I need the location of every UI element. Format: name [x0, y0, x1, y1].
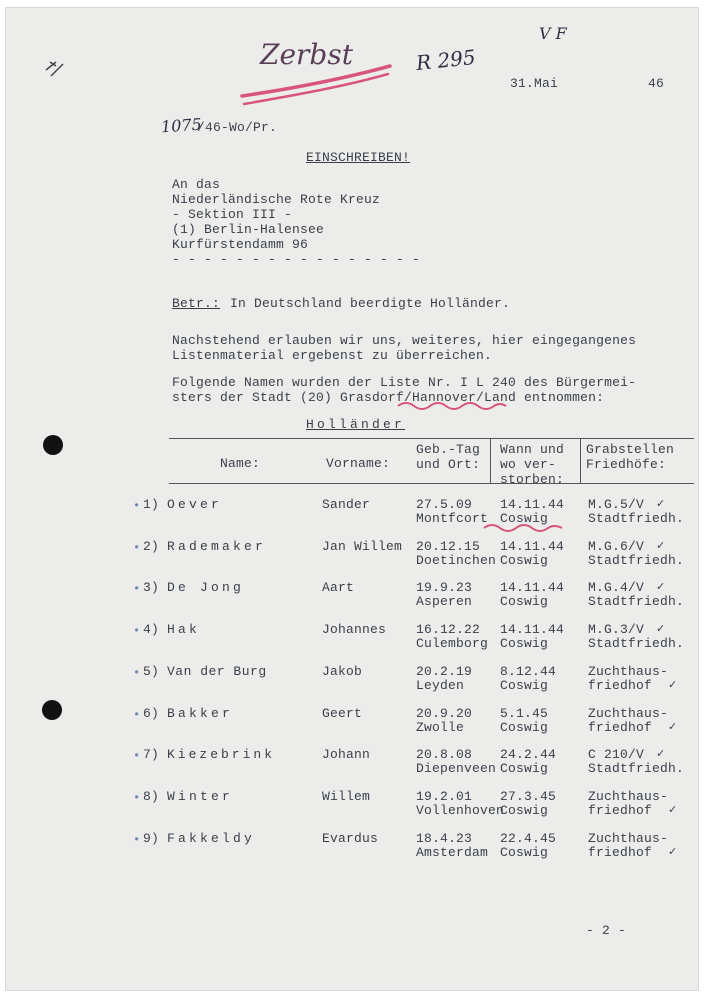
row-grave: Zuchthaus-	[588, 664, 669, 679]
row-birth-date: 27.5.09	[416, 497, 473, 512]
blue-pencil-tick: •	[133, 666, 141, 680]
row-death-place: Coswig	[500, 845, 549, 860]
row-surname: Kiezebrink	[167, 747, 276, 762]
address-line: An das	[172, 177, 221, 192]
header-wann: storben:	[500, 472, 565, 487]
row-surname: Hak	[167, 622, 201, 637]
row-cemetery: Stadtfriedh.	[588, 636, 685, 651]
row-birth-date: 19.2.01	[416, 789, 473, 804]
check-mark-icon: ✓	[656, 747, 666, 760]
row-birth-date: 20.9.20	[416, 706, 473, 721]
row-birth-date: 19.9.23	[416, 580, 473, 595]
blue-pencil-tick: •	[133, 624, 141, 638]
row-death-place: Coswig	[500, 594, 549, 609]
check-mark-icon: ✓	[656, 497, 666, 510]
check-mark-icon: ✓	[668, 803, 678, 816]
row-death-date: 14.11.44	[500, 622, 565, 637]
row-birth-date: 16.12.22	[416, 622, 481, 637]
row-firstname: Willem	[322, 789, 371, 804]
row-cemetery: friedhof	[588, 803, 653, 818]
blue-pencil-tick: •	[133, 499, 141, 513]
row-birth-place: Montfcort	[416, 511, 489, 526]
row-death-place: Coswig	[500, 636, 549, 651]
row-number: 8)	[143, 789, 160, 804]
row-death-date: 22.4.45	[500, 831, 557, 846]
row-birth-place: Leyden	[416, 678, 465, 693]
row-surname: Rademaker	[167, 539, 267, 554]
row-surname: Fakkeldy	[167, 831, 256, 846]
blue-pencil-tick: •	[133, 749, 141, 763]
row-death-date: 8.12.44	[500, 664, 557, 679]
row-birth-place: Culemborg	[416, 636, 489, 651]
row-grave: M.G.3/V	[588, 622, 645, 637]
header-wann: wo ver-	[500, 457, 557, 472]
row-firstname: Aart	[322, 580, 355, 595]
table-header-rule	[169, 483, 694, 484]
row-firstname: Jan Willem	[322, 539, 403, 554]
handwritten-corner-mark: V F	[539, 24, 567, 43]
row-surname: Van der Burg	[167, 664, 267, 679]
row-surname: Winter	[167, 789, 234, 804]
row-birth-date: 20.12.15	[416, 539, 481, 554]
row-number: 5)	[143, 664, 160, 679]
row-death-place: Coswig	[500, 553, 549, 568]
subject-text: In Deutschland beerdigte Holländer.	[222, 296, 511, 311]
paragraph-line: sters der Stadt (20) Grasdorf/Hannover/Land entnommen:	[172, 390, 605, 405]
row-surname: Oever	[167, 497, 223, 512]
address-separator: - - - - - - - - - - - - - - - -	[172, 252, 421, 267]
table-column-divider	[580, 438, 581, 483]
blue-pencil-tick: •	[133, 541, 141, 555]
row-number: 7)	[143, 747, 160, 762]
row-firstname: Johannes	[322, 622, 387, 637]
address-line: - Sektion III -	[172, 207, 293, 222]
row-number: 6)	[143, 706, 160, 721]
row-number: 9)	[143, 831, 160, 846]
row-birth-place: Vollenhoven	[416, 803, 505, 818]
address-line: Niederländische Rote Kreuz	[172, 192, 381, 207]
row-death-place: Coswig	[500, 803, 549, 818]
row-birth-place: Doetinchen	[416, 553, 497, 568]
row-grave: Zuchthaus-	[588, 789, 669, 804]
row-death-date: 14.11.44	[500, 497, 565, 512]
header-grab: Grabstellen	[586, 442, 675, 457]
paragraph-line: Nachstehend erlauben wir uns, weiteres, hier eingegangenes	[172, 333, 637, 348]
row-birth-place: Amsterdam	[416, 845, 489, 860]
row-death-date: 5.1.45	[500, 706, 549, 721]
row-death-date: 27.3.45	[500, 789, 557, 804]
check-mark-icon: ✓	[656, 539, 666, 552]
row-number: 2)	[143, 539, 160, 554]
row-grave: M.G.5/V	[588, 497, 645, 512]
row-death-place: Coswig	[500, 720, 549, 735]
row-cemetery: Stadtfriedh.	[588, 553, 685, 568]
check-mark-icon: ✓	[668, 845, 678, 858]
header-geb: und Ort:	[416, 457, 481, 472]
row-death-date: 24.2.44	[500, 747, 557, 762]
table-top-rule	[169, 438, 694, 439]
address-line: (1) Berlin-Halensee	[172, 222, 325, 237]
header-name: Name:	[220, 456, 261, 471]
check-mark-icon: ✓	[668, 678, 678, 691]
header-vorname: Vorname:	[326, 456, 391, 471]
row-surname: Bakker	[167, 706, 234, 721]
row-cemetery: Stadtfriedh.	[588, 511, 685, 526]
header-geb: Geb.-Tag	[416, 442, 481, 457]
letter-date: 31.Mai	[510, 76, 559, 91]
section-title: Holländer	[306, 417, 406, 432]
row-grave: Zuchthaus-	[588, 706, 669, 721]
letter-year: 46	[648, 76, 665, 91]
row-birth-date: 20.8.08	[416, 747, 473, 762]
punch-hole-top	[43, 435, 63, 455]
check-mark-icon: ✓	[656, 580, 666, 593]
row-firstname: Sander	[322, 497, 371, 512]
reference-line: /46-Wo/Pr.	[197, 120, 278, 135]
row-firstname: Jakob	[322, 664, 363, 679]
blue-pencil-tick: •	[133, 582, 141, 596]
table-column-divider	[490, 438, 491, 483]
document-page	[6, 8, 698, 990]
registered-heading: EINSCHREIBEN!	[306, 150, 411, 165]
row-death-place: Coswig	[500, 511, 549, 526]
blue-pencil-tick: •	[133, 833, 141, 847]
row-cemetery: Stadtfriedh.	[588, 761, 685, 776]
row-birth-place: Zwolle	[416, 720, 465, 735]
paragraph-line: Listenmaterial ergebenst zu überreichen.	[172, 348, 493, 363]
row-grave: Zuchthaus-	[588, 831, 669, 846]
row-number: 4)	[143, 622, 160, 637]
row-birth-place: Asperen	[416, 594, 473, 609]
row-birth-place: Diepenveen	[416, 761, 497, 776]
blue-pencil-tick: •	[133, 708, 141, 722]
header-grab: Friedhöfe:	[586, 457, 667, 472]
handwritten-place-note: Zerbst	[260, 38, 353, 71]
row-birth-date: 20.2.19	[416, 664, 473, 679]
handwritten-ref-prefix: 1075	[160, 114, 203, 137]
punch-hole-bottom	[42, 700, 62, 720]
row-cemetery: friedhof	[588, 845, 653, 860]
subject-label: Betr.:	[172, 296, 221, 311]
blue-pencil-tick: •	[133, 791, 141, 805]
row-firstname: Johann	[322, 747, 371, 762]
row-grave: M.G.6/V	[588, 539, 645, 554]
row-birth-date: 18.4.23	[416, 831, 473, 846]
row-surname: De Jong	[167, 580, 245, 595]
row-death-date: 14.11.44	[500, 580, 565, 595]
row-death-place: Coswig	[500, 678, 549, 693]
check-mark-icon: ✓	[668, 720, 678, 733]
row-firstname: Evardus	[322, 831, 379, 846]
row-cemetery: friedhof	[588, 678, 653, 693]
row-cemetery: friedhof	[588, 720, 653, 735]
row-death-date: 14.11.44	[500, 539, 565, 554]
address-line: Kurfürstendamm 96	[172, 237, 309, 252]
row-cemetery: Stadtfriedh.	[588, 594, 685, 609]
row-firstname: Geert	[322, 706, 363, 721]
handwritten-file-number: R 295	[414, 44, 477, 76]
row-number: 3)	[143, 580, 160, 595]
row-number: 1)	[143, 497, 160, 512]
row-grave: M.G.4/V	[588, 580, 645, 595]
row-grave: C 210/V	[588, 747, 645, 762]
row-death-place: Coswig	[500, 761, 549, 776]
page-number: - 2 -	[586, 923, 627, 938]
paragraph-line: Folgende Namen wurden der Liste Nr. I L 240 des Bürgermei-	[172, 375, 637, 390]
check-mark-icon: ✓	[656, 622, 666, 635]
header-wann: Wann und	[500, 442, 565, 457]
